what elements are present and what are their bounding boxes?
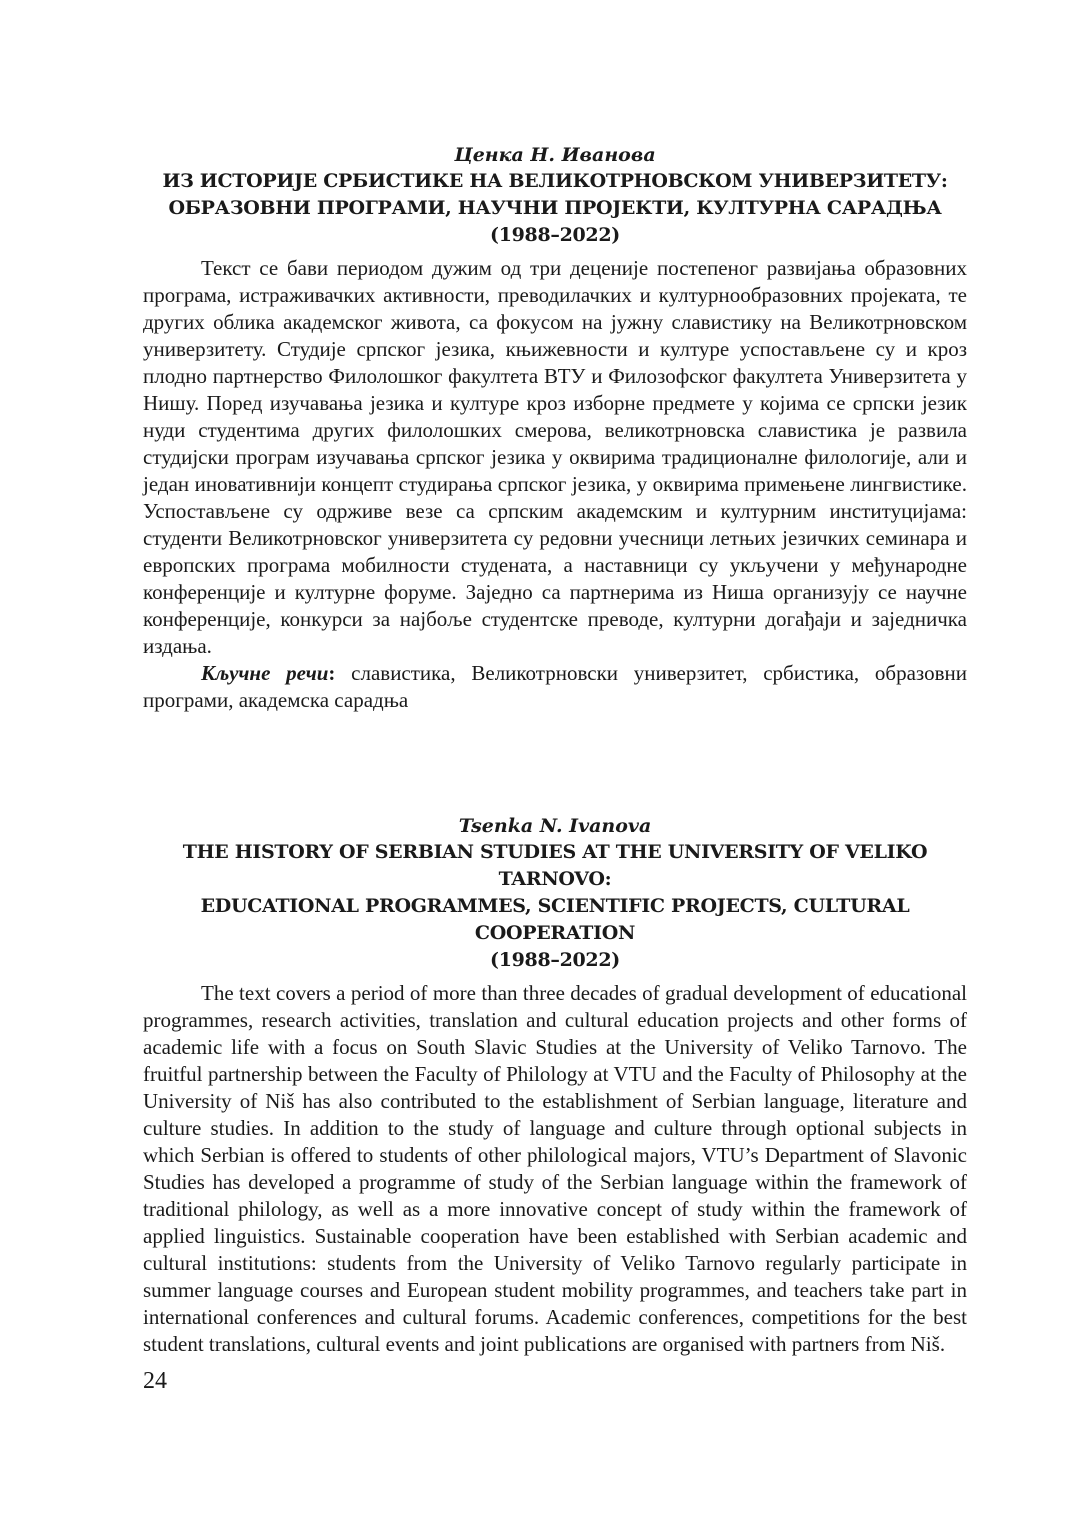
keywords-serbian — [143, 660, 967, 714]
title-years-english: (1988–2022) — [490, 949, 620, 971]
title-line-english-1: THE HISTORY OF SERBIAN STUDIES AT THE UNIVERSITY OF VELIKO TARNOVO: — [182, 841, 928, 890]
title-line-english-2: EDUCATIONAL PROGRAMMES, SCIENTIFIC PROJECTS, CULTURAL COOPERATION — [200, 895, 910, 944]
abstract-body-serbian: Текст се бави периодом дужим од три деценије постепеног развијања образовних програма, истраживачких активности, преводилачких и културнообразовних пројеката, те других облика академског живота, са фокусом на јужну славистику на Великотрновском универзитету. Студије српског језика, књижевности и културе успостављене су и кроз плодно партнерство Филолошког факултета ВТУ и Филозофског факултета Универзитета у Нишу. Поред изучавања језика и културе кроз изборне предмете у којима се српски језик нуди студентима других филолошких смерова, великотрновска славистика је развила студијски програм изучавања српског језика у оквирима традиционалне филологије, али и један иновативнији концепт студирања српског језика, у оквирима примењене лингвистике. Успостављене су одрживе везе са српским академским и културним институцијама: студенти Великотрновског универзитета су редовни учесници летњих језичких семинара и европских програма мобилности студената, а наставници су укључени у међународне конференције и културне форуме. Заједно са партнерима из Ниша организују се научне конференције, конкурси за најбоље студентске преводе, културни догађаји и заједничка издања. — [143, 256, 967, 658]
keywords-label: Кључне речи — [201, 661, 329, 685]
author-name-english: Tsenka N. Ivanova — [458, 815, 652, 837]
page-number: 24 — [143, 1368, 167, 1394]
serbian-abstract — [143, 142, 967, 714]
title-line-serbian-1: ИЗ ИСТОРИЈЕ СРБИСТИКЕ НА ВЕЛИКОТРНОВСКОМ УНИВЕРЗИТЕТУ: — [162, 170, 948, 192]
english-abstract — [143, 813, 967, 1358]
keywords-list: славистика, Великотрновски универзитет, србистика, образовни програми, академска сарадња — [143, 661, 967, 712]
title-line-serbian-2: ОБРАЗОВНИ ПРОГРАМИ, НАУЧНИ ПРОЈЕКТИ, КУЛТУРНА САРАДЊА — [168, 197, 942, 219]
title-years-serbian: (1988–2022) — [490, 224, 620, 246]
keywords-colon: : — [328, 661, 336, 685]
abstract-body-english: The text covers a period of more than three decades of gradual development of educational programmes, research activities, translation and cultural education projects and other forms of academic life with a focus on South Slavic Studies at the University of Veliko Tarnovo. The fruitful partnership between the Faculty of Philology at VTU and the Faculty of Philosophy at the University of Niš has also contributed to the establishment of Serbian language, literature and culture studies. In addition to the study of language and culture through optional subjects in which Serbian is offered to students of other philological majors, VTU’s Department of Slavonic Studies has developed a programme of study of the Serbian language within the framework of traditional philology, as well as a more innovative concept of study within the framework of applied linguistics. Sustainable cooperation have been established with Serbian academic and cultural institutions: students from the University of Veliko Tarnovo regularly participate in summer language courses and European student mobility programmes, and teachers take part in international conferences and cultural forums. Academic conferences, competitions for the best student translations, cultural events and joint publications are organised with partners from Niš. — [143, 981, 967, 1356]
author-name-serbian: Ценка Н. Иванова — [454, 144, 656, 166]
